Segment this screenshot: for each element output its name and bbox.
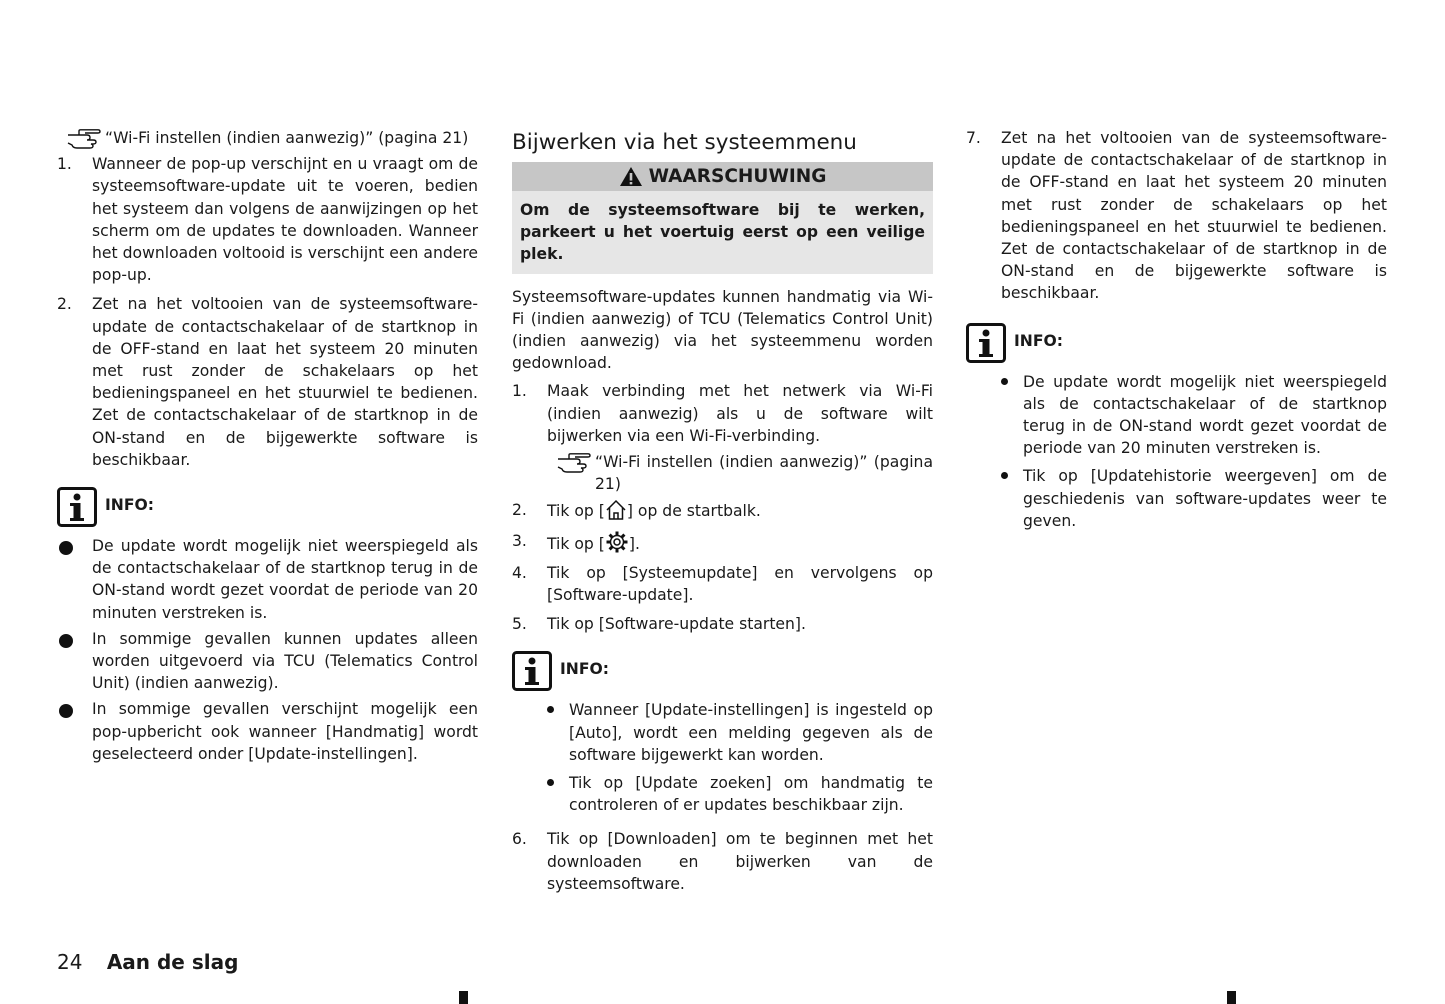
- step-number: 5.: [512, 615, 527, 634]
- section-heading: Bijwerken via het systeemmenu: [512, 130, 857, 155]
- bullet-item: [57, 698, 478, 765]
- info-label: INFO:: [105, 496, 154, 515]
- step-text-part: ].: [628, 534, 640, 553]
- column-left: [57, 127, 478, 769]
- step-number: 2.: [57, 295, 72, 314]
- step-text-part: Tik op [: [547, 534, 605, 553]
- list-item: [512, 562, 933, 606]
- bullet-item: [966, 465, 1387, 532]
- step-text: Wanneer de pop-up verschijnt en u vraagt om de systeemsoftware-update uit te voeren, bedien het systeem dan volgens de aanwijzingen op het scherm om de updates te downloaden. Wanneer het downloaden voltooid is verschijnt een andere pop-up.: [92, 155, 478, 285]
- settings-gear-icon: [605, 530, 629, 554]
- info-header: [966, 323, 1387, 363]
- step-text-part: ] op de startbalk.: [626, 502, 761, 521]
- bullet-item: [57, 628, 478, 695]
- step-number: 7.: [966, 129, 981, 147]
- step-number: 4.: [512, 563, 527, 582]
- bullet-text: Tik op [Updatehistorie weergeven] om de geschiedenis van software-updates weer te geven.: [1023, 467, 1387, 530]
- reference-text: “Wi-Fi instellen (indien aanwezig)” (pagina 21): [105, 129, 469, 147]
- step-text: Tik op [Systeemupdate] en vervolgens op [Software-update].: [547, 563, 933, 605]
- info-icon: [512, 651, 552, 691]
- info-icon: [966, 323, 1006, 363]
- step-text: [547, 530, 933, 555]
- page-footer: [57, 950, 238, 974]
- info-icon: [57, 487, 97, 527]
- warning-text: Om de systeemsoftware bij te werken, parkeert u het voertuig eerst op een veilige plek.: [512, 191, 933, 274]
- list-item: [512, 530, 933, 555]
- info-header: [57, 487, 478, 527]
- bullet-dot: [547, 779, 554, 786]
- crop-mark: [459, 991, 468, 1004]
- bullet-dot: [59, 541, 73, 555]
- column-right: [966, 127, 1387, 538]
- step-number: 6.: [512, 830, 527, 849]
- step-number: 3.: [512, 531, 527, 550]
- bullet-text: In sommige gevallen verschijnt mogelijk een pop-upbericht ook wanneer [Handmatig] wordt geselecteerd onder [Update-instellingen].: [92, 700, 478, 763]
- step-number: 1.: [512, 382, 527, 401]
- list-item: [512, 828, 933, 895]
- step-text: Tik op [Software-update starten].: [547, 615, 806, 634]
- step-text: Tik op [Downloaden] om te beginnen met het downloaden en bijwerken van de systeemsoftware.: [547, 830, 933, 893]
- list-item: [57, 293, 478, 471]
- list-item: [512, 613, 933, 635]
- info-label: INFO:: [560, 660, 609, 679]
- bullet-text: De update wordt mogelijk niet weerspiegeld als de contactschakelaar of de startknop terug in de ON-stand wordt gezet voordat de periode van 20 minuten verstreken is.: [92, 537, 478, 622]
- warning-title: WAARSCHUWING: [648, 166, 827, 187]
- bullet-dot: [59, 704, 73, 718]
- crop-mark: [1227, 991, 1236, 1004]
- page-reference: [512, 451, 933, 495]
- info-header: [512, 651, 933, 691]
- column-middle: [512, 127, 933, 902]
- bullet-text: De update wordt mogelijk niet weerspiegeld als de contactschakelaar of de startknop terug in de ON-stand wordt gezet voordat de periode van 20 minuten verstreken is.: [1023, 372, 1387, 458]
- list-item: [57, 153, 478, 286]
- bullet-dot: [1001, 378, 1008, 385]
- bullet-item: [512, 772, 933, 816]
- page-number: 24: [57, 950, 83, 974]
- list-item: [966, 127, 1387, 305]
- list-item: [512, 380, 933, 447]
- info-label: INFO:: [1014, 331, 1063, 350]
- step-text: Zet na het voltooien van de systeemsoftware-update de contactschakelaar of de startknop in de OFF-stand en laat het systeem 20 minuten met rust zonder de schakelaars op het bedieningspaneel en het stuurwiel te bedienen. Zet de contactschakelaar of de startknop in de ON-stand en de bijgewerkte software is beschikbaar.: [1001, 129, 1387, 303]
- step-number: 1.: [57, 155, 72, 174]
- bullet-item: [966, 371, 1387, 460]
- step-text: Zet na het voltooien van de systeemsoftware-update de contactschakelaar of de startknop in de OFF-stand en laat het systeem 20 minuten met rust zonder de schakelaars op het bedieningspaneel en het stuurwiel te bedienen. Zet de contactschakelaar of de startknop in de ON-stand en de bijgewerkte software is beschikbaar.: [92, 295, 478, 469]
- bullet-dot: [59, 634, 73, 648]
- bullet-text: Tik op [Update zoeken] om handmatig te controleren of er updates beschikbaar zijn.: [569, 774, 933, 815]
- pointing-hand-icon: [67, 129, 101, 149]
- step-text: Maak verbinding met het netwerk via Wi-Fi (indien aanwezig) als u de software wilt bijwerken via een Wi-Fi-verbinding.: [547, 382, 933, 445]
- step-number: 2.: [512, 501, 527, 520]
- bullet-dot: [547, 706, 554, 713]
- warning-header: [512, 162, 933, 191]
- bullet-item: [57, 535, 478, 624]
- step-text: [547, 499, 933, 522]
- step-text-part: Tik op [: [547, 502, 605, 521]
- pointing-hand-icon: [557, 453, 591, 473]
- section-title: Aan de slag: [106, 950, 239, 974]
- reference-text: “Wi-Fi instellen (indien aanwezig)” (pagina 21): [595, 453, 933, 494]
- warning-icon: [619, 166, 643, 187]
- home-icon: [605, 499, 627, 521]
- list-item: [512, 499, 933, 522]
- bullet-text: In sommige gevallen kunnen updates alleen worden uitgevoerd via TCU (Telematics Control Unit) (indien aanwezig).: [92, 629, 478, 693]
- page-reference: [57, 127, 478, 149]
- bullet-text: Wanneer [Update-instellingen] is ingesteld op [Auto], wordt een melding gegeven als de software bijgewerkt kan worden.: [569, 701, 933, 764]
- intro-paragraph: Systeemsoftware-updates kunnen handmatig via Wi-Fi (indien aanwezig) of TCU (Telematics Control Unit) (indien aanwezig) via het systeemmenu worden gedownload.: [512, 287, 933, 373]
- bullet-dot: [1001, 472, 1008, 479]
- bullet-item: [512, 699, 933, 766]
